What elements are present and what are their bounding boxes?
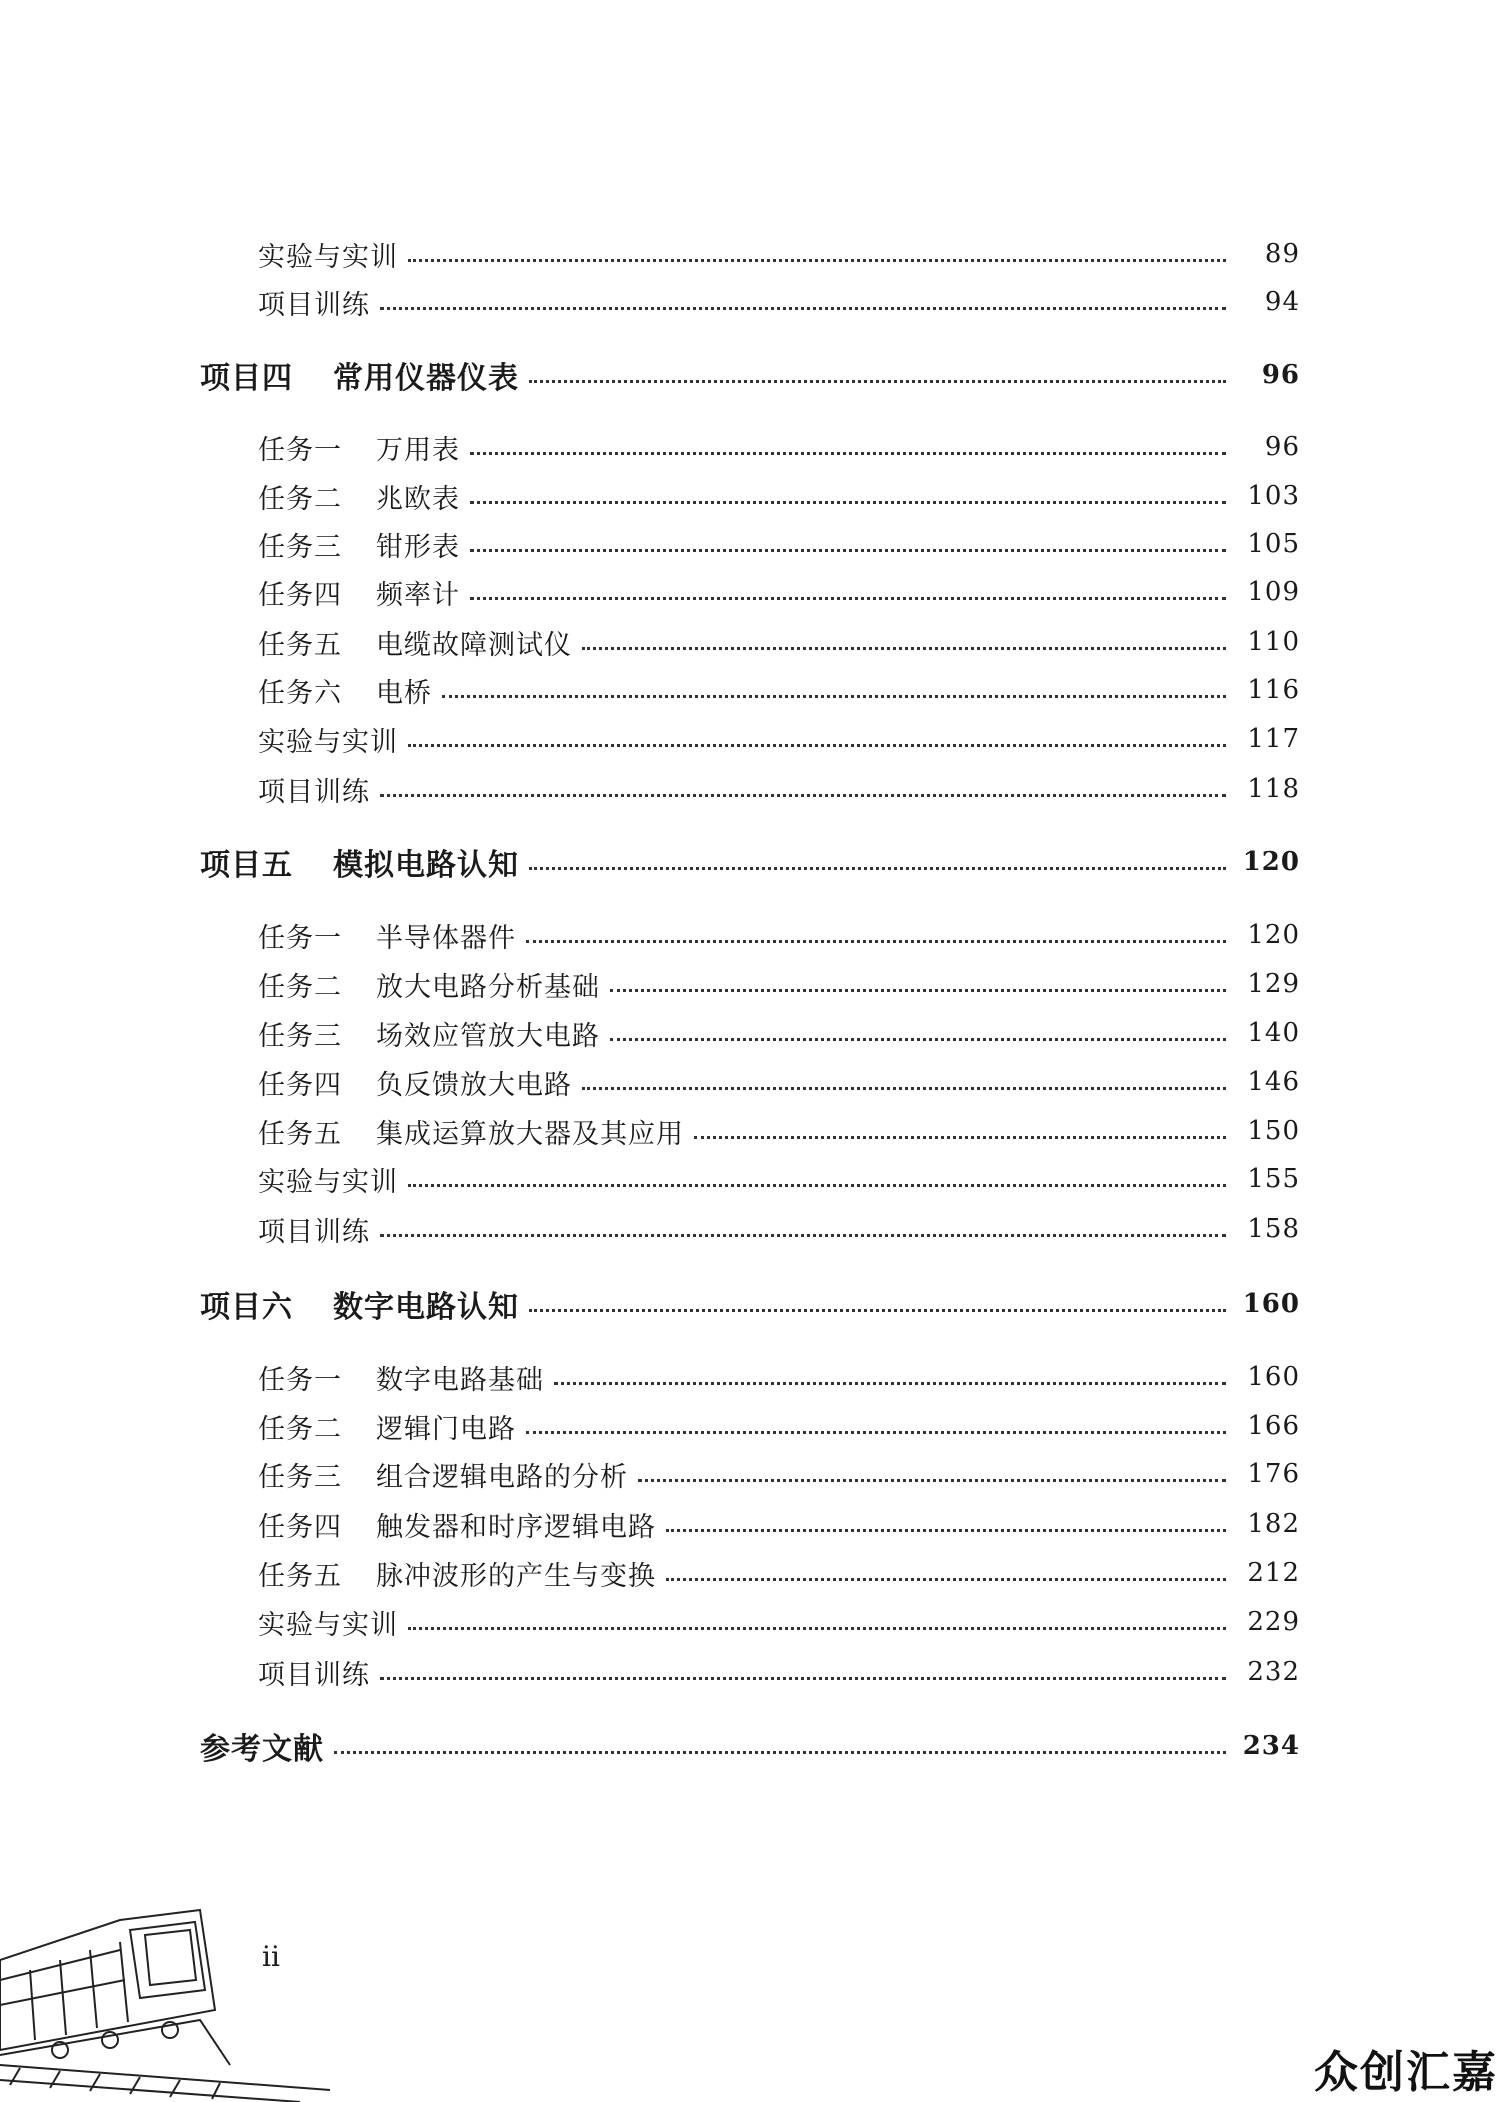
toc-number: 任务五	[258, 1560, 342, 1592]
toc-title: 万用表	[376, 434, 460, 466]
dot-leader	[526, 1431, 1226, 1434]
toc-title: 实验与实训	[258, 726, 398, 758]
toc-title: 场效应管放大电路	[376, 1020, 600, 1052]
toc-title: 兆欧表	[376, 483, 460, 515]
watermark: 众创汇嘉	[1314, 2047, 1498, 2098]
toc-entry-row[interactable]	[0, 474, 1504, 518]
toc-title: 触发器和时序逻辑电路	[376, 1511, 656, 1543]
toc-page-number: 120	[1242, 847, 1300, 877]
toc-number: 任务二	[258, 1413, 342, 1445]
toc-number: 任务四	[258, 579, 342, 611]
toc-number: 任务五	[258, 629, 342, 661]
toc-chapter-row[interactable]	[0, 353, 1504, 397]
toc-title: 模拟电路认知	[333, 848, 519, 883]
toc-title: 参考文献	[200, 1732, 324, 1767]
toc-page-number: 117	[1247, 724, 1300, 754]
toc-page-number: 155	[1247, 1164, 1300, 1194]
toc-entry-row[interactable]	[0, 1109, 1504, 1153]
toc-entry-row[interactable]	[0, 620, 1504, 664]
toc-title: 常用仪器仪表	[333, 361, 519, 396]
dot-leader	[666, 1529, 1226, 1532]
toc-number: 任务四	[258, 1511, 342, 1543]
dot-leader	[470, 549, 1226, 552]
toc-number: 任务三	[258, 1461, 342, 1493]
toc-entry-row[interactable]	[0, 522, 1504, 566]
dot-leader	[380, 1234, 1226, 1237]
toc-entry-row[interactable]	[0, 668, 1504, 712]
dot-leader	[334, 1751, 1226, 1754]
toc-page-number: 110	[1247, 627, 1300, 657]
dot-leader	[408, 1184, 1226, 1187]
toc-title: 半导体器件	[376, 922, 516, 954]
toc-page-number: 118	[1247, 774, 1300, 804]
toc-number: 任务三	[258, 531, 342, 563]
toc-entry-row[interactable]	[0, 913, 1504, 957]
dot-leader	[408, 1627, 1226, 1630]
toc-title: 集成运算放大器及其应用	[376, 1118, 684, 1150]
toc-page-number: 176	[1247, 1459, 1300, 1489]
toc-page-number: 182	[1247, 1509, 1300, 1539]
toc-title: 钳形表	[376, 531, 460, 563]
toc-title: 项目训练	[258, 1216, 370, 1248]
toc-page-number: 234	[1242, 1731, 1300, 1761]
toc-page-number: 160	[1247, 1362, 1300, 1392]
dot-leader	[666, 1578, 1226, 1581]
toc-entry-row[interactable]	[0, 1502, 1504, 1546]
toc-page-number: 229	[1247, 1607, 1300, 1637]
toc-title: 实验与实训	[258, 241, 398, 273]
toc-entry-row[interactable]	[0, 767, 1504, 811]
toc-page-number: 166	[1247, 1411, 1300, 1441]
toc-chapter-row[interactable]	[0, 1282, 1504, 1326]
dot-leader	[610, 1038, 1226, 1041]
dot-leader	[470, 597, 1226, 600]
toc-page-number: 212	[1247, 1558, 1300, 1588]
toc-page-number: 103	[1247, 481, 1300, 511]
toc-entry-row[interactable]	[0, 1011, 1504, 1055]
toc-title: 项目训练	[258, 289, 370, 321]
toc-number: 任务四	[258, 1069, 342, 1101]
toc-title: 实验与实训	[258, 1166, 398, 1198]
dot-leader	[380, 1677, 1226, 1680]
toc-page-number: 89	[1264, 239, 1300, 269]
toc-page-number: 140	[1247, 1018, 1300, 1048]
toc-title: 放大电路分析基础	[376, 971, 600, 1003]
toc-number: 任务五	[258, 1118, 342, 1150]
toc-page-number: 129	[1247, 969, 1300, 999]
toc-page-number: 146	[1247, 1067, 1300, 1097]
toc-title: 项目训练	[258, 1659, 370, 1691]
toc-number: 项目四	[200, 361, 293, 396]
toc-entry-row[interactable]	[0, 570, 1504, 614]
dot-leader	[582, 647, 1226, 650]
toc-entry-row[interactable]	[0, 717, 1504, 761]
toc-page-number: 94	[1264, 287, 1300, 317]
toc-number: 任务二	[258, 971, 342, 1003]
toc-chapter-row[interactable]	[0, 840, 1504, 884]
toc-entry-row[interactable]	[0, 1452, 1504, 1496]
toc-number: 任务一	[258, 1364, 342, 1396]
toc-chapter-row[interactable]	[0, 1724, 1504, 1768]
toc-page-number: 150	[1247, 1116, 1300, 1146]
toc-title: 实验与实训	[258, 1609, 398, 1641]
toc-entry-row[interactable]	[0, 1355, 1504, 1399]
toc-page-number: 109	[1247, 577, 1300, 607]
dot-leader	[470, 452, 1226, 455]
toc-title: 负反馈放大电路	[376, 1069, 572, 1101]
toc-number: 项目六	[200, 1290, 293, 1325]
dot-leader	[554, 1382, 1226, 1385]
dot-leader	[442, 695, 1226, 698]
toc-title: 脉冲波形的产生与变换	[376, 1560, 656, 1592]
toc-title: 频率计	[376, 579, 460, 611]
toc-page-number: 160	[1242, 1289, 1300, 1319]
dot-leader	[638, 1479, 1226, 1482]
train-illustration	[0, 1890, 330, 2102]
toc-page-number: 158	[1247, 1214, 1300, 1244]
dot-leader	[470, 501, 1226, 504]
toc-entry-row[interactable]	[0, 1060, 1504, 1104]
toc-entry-row[interactable]	[0, 1600, 1504, 1644]
toc-number: 任务二	[258, 483, 342, 515]
dot-leader	[408, 744, 1226, 747]
toc-title: 组合逻辑电路的分析	[376, 1461, 628, 1493]
dot-leader	[526, 940, 1226, 943]
dot-leader	[610, 989, 1226, 992]
toc-entry-row[interactable]	[0, 1551, 1504, 1595]
toc-number: 任务六	[258, 677, 342, 709]
toc-title: 电缆故障测试仪	[376, 629, 572, 661]
toc-page-number: 96	[1264, 432, 1300, 462]
toc-entry-row[interactable]	[0, 425, 1504, 469]
toc-page-number: 120	[1247, 920, 1300, 950]
dot-leader	[408, 259, 1226, 262]
toc-page-number: 96	[1261, 360, 1300, 390]
dot-leader	[582, 1087, 1226, 1090]
toc-title: 逻辑门电路	[376, 1413, 516, 1445]
dot-leader	[694, 1136, 1226, 1139]
toc-page-number: 116	[1247, 675, 1300, 705]
toc-title: 数字电路认知	[333, 1290, 519, 1325]
toc-page-number: 232	[1247, 1657, 1300, 1687]
toc-entry-row[interactable]	[0, 1650, 1504, 1694]
dot-leader	[529, 1309, 1226, 1312]
toc-entry-row[interactable]	[0, 280, 1504, 324]
dot-leader	[380, 307, 1226, 310]
toc-number: 任务一	[258, 922, 342, 954]
toc-title: 项目训练	[258, 776, 370, 808]
toc-number: 任务三	[258, 1020, 342, 1052]
toc-entry-row[interactable]	[0, 1207, 1504, 1251]
toc-entry-row[interactable]	[0, 1157, 1504, 1201]
toc-entry-row[interactable]	[0, 232, 1504, 276]
toc-entry-row[interactable]	[0, 962, 1504, 1006]
toc-title: 电桥	[376, 677, 432, 709]
page-folio: ii	[262, 1940, 280, 1973]
dot-leader	[529, 380, 1226, 383]
toc-entry-row[interactable]	[0, 1404, 1504, 1448]
dot-leader	[380, 794, 1226, 797]
toc-number: 任务一	[258, 434, 342, 466]
toc-title: 数字电路基础	[376, 1364, 544, 1396]
dot-leader	[529, 867, 1226, 870]
toc-page-number: 105	[1247, 529, 1300, 559]
toc-number: 项目五	[200, 848, 293, 883]
